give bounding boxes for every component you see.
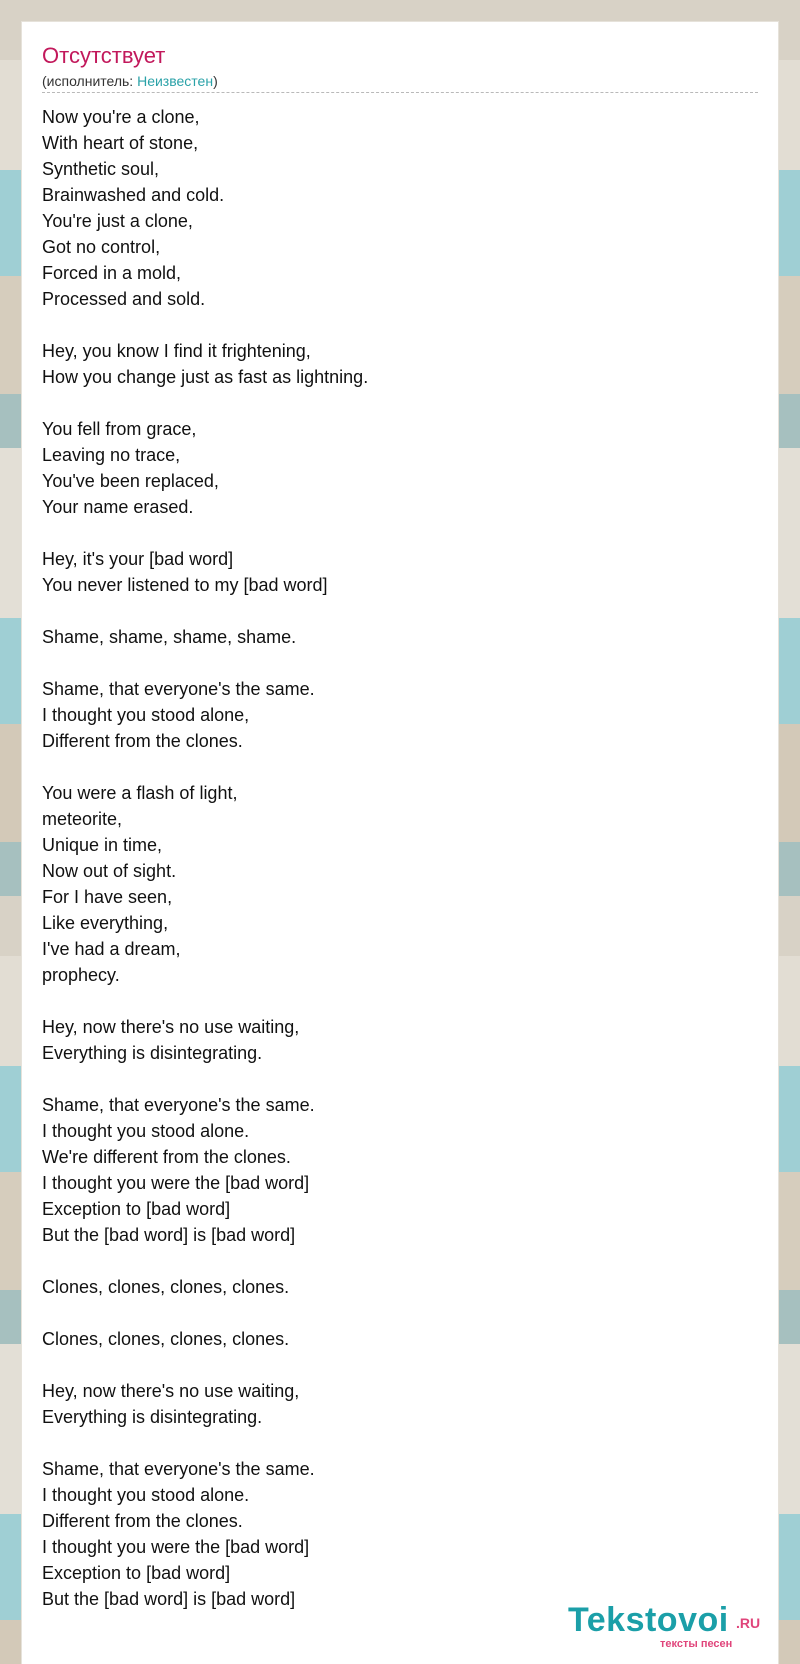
lyric-line — [42, 988, 758, 1014]
lyrics-page — [22, 22, 778, 1664]
lyric-line: Brainwashed and cold. — [42, 185, 225, 205]
lyric-line: I thought you stood alone. — [42, 1485, 250, 1505]
lyric-line: I thought you stood alone, — [42, 705, 250, 725]
lyric-line: Got no control, — [42, 237, 161, 257]
lyric-line — [42, 1066, 758, 1092]
lyric-line — [42, 312, 758, 338]
lyric-line: Forced in a mold, — [42, 263, 182, 283]
artist-prefix: (исполнитель: — [42, 73, 138, 89]
lyric-line — [42, 1352, 758, 1378]
artist-link[interactable]: Неизвестен — [137, 73, 214, 89]
artist-line — [42, 72, 758, 90]
lyric-line: You've been replaced, — [42, 471, 219, 491]
lyric-line: I thought you were the [bad word] — [42, 1537, 310, 1557]
header-divider — [42, 92, 758, 93]
lyric-line: Shame, that everyone's the same. — [42, 679, 315, 699]
lyric-line — [42, 1300, 758, 1326]
lyric-line: Processed and sold. — [42, 289, 206, 309]
lyric-line — [42, 390, 758, 416]
lyric-line: Different from the clones. — [42, 731, 243, 751]
lyric-line: meteorite, — [42, 809, 123, 829]
lyric-line: You fell from grace, — [42, 419, 197, 439]
lyric-line: I thought you stood alone. — [42, 1121, 250, 1141]
logo-wordmark: Tekstovoi — [568, 1601, 729, 1639]
lyric-line: Shame, that everyone's the same. — [42, 1459, 315, 1479]
lyric-line: Like everything, — [42, 913, 169, 933]
artist-suffix: ) — [213, 73, 218, 89]
lyric-line: Clones, clones, clones, clones. — [42, 1329, 290, 1349]
lyric-line: Exception to [bad word] — [42, 1199, 231, 1219]
lyric-line: Synthetic soul, — [42, 159, 160, 179]
lyric-line: Exception to [bad word] — [42, 1563, 231, 1583]
lyric-line: I've had a dream, — [42, 939, 181, 959]
lyric-line: But the [bad word] is [bad word] — [42, 1589, 296, 1609]
song-title: Отсутствует — [42, 43, 166, 68]
lyric-line: With heart of stone, — [42, 133, 199, 153]
lyric-line: Hey, now there's no use waiting, — [42, 1381, 300, 1401]
lyric-line: Now out of sight. — [42, 861, 177, 881]
lyric-line — [42, 1248, 758, 1274]
lyric-line: prophecy. — [42, 965, 120, 985]
logo-tagline: тексты песен — [660, 1638, 733, 1650]
lyric-line: Shame, shame, shame, shame. — [42, 627, 297, 647]
lyric-line: Shame, that everyone's the same. — [42, 1095, 315, 1115]
lyric-line: Your name erased. — [42, 497, 194, 517]
lyric-line: Hey, now there's no use waiting, — [42, 1017, 300, 1037]
lyric-line: How you change just as fast as lightning. — [42, 367, 369, 387]
lyric-line — [42, 650, 758, 676]
song-header — [42, 42, 758, 90]
lyric-line: Clones, clones, clones, clones. — [42, 1277, 290, 1297]
lyric-line: Everything is disintegrating. — [42, 1043, 263, 1063]
lyric-line: Leaving no trace, — [42, 445, 181, 465]
lyric-line: You're just a clone, — [42, 211, 193, 231]
lyric-line: Different from the clones. — [42, 1511, 243, 1531]
lyric-line: Now you're a clone, — [42, 107, 200, 127]
site-logo[interactable] — [568, 1600, 768, 1650]
lyric-line: Unique in time, — [42, 835, 163, 855]
lyric-line: For I have seen, — [42, 887, 173, 907]
lyrics-text — [42, 104, 758, 1612]
lyric-line: But the [bad word] is [bad word] — [42, 1225, 296, 1245]
lyric-line — [42, 754, 758, 780]
lyric-line: I thought you were the [bad word] — [42, 1173, 310, 1193]
logo-domain: .RU — [736, 1615, 761, 1631]
lyric-line — [42, 1430, 758, 1456]
lyric-line: Hey, it's your [bad word] — [42, 549, 234, 569]
lyric-line: Everything is disintegrating. — [42, 1407, 263, 1427]
lyric-line: Hey, you know I find it frightening, — [42, 341, 311, 361]
lyric-line: You never listened to my [bad word] — [42, 575, 328, 595]
lyric-line: We're different from the clones. — [42, 1147, 291, 1167]
lyric-line — [42, 520, 758, 546]
lyric-line — [42, 598, 758, 624]
lyric-line: You were a flash of light, — [42, 783, 238, 803]
